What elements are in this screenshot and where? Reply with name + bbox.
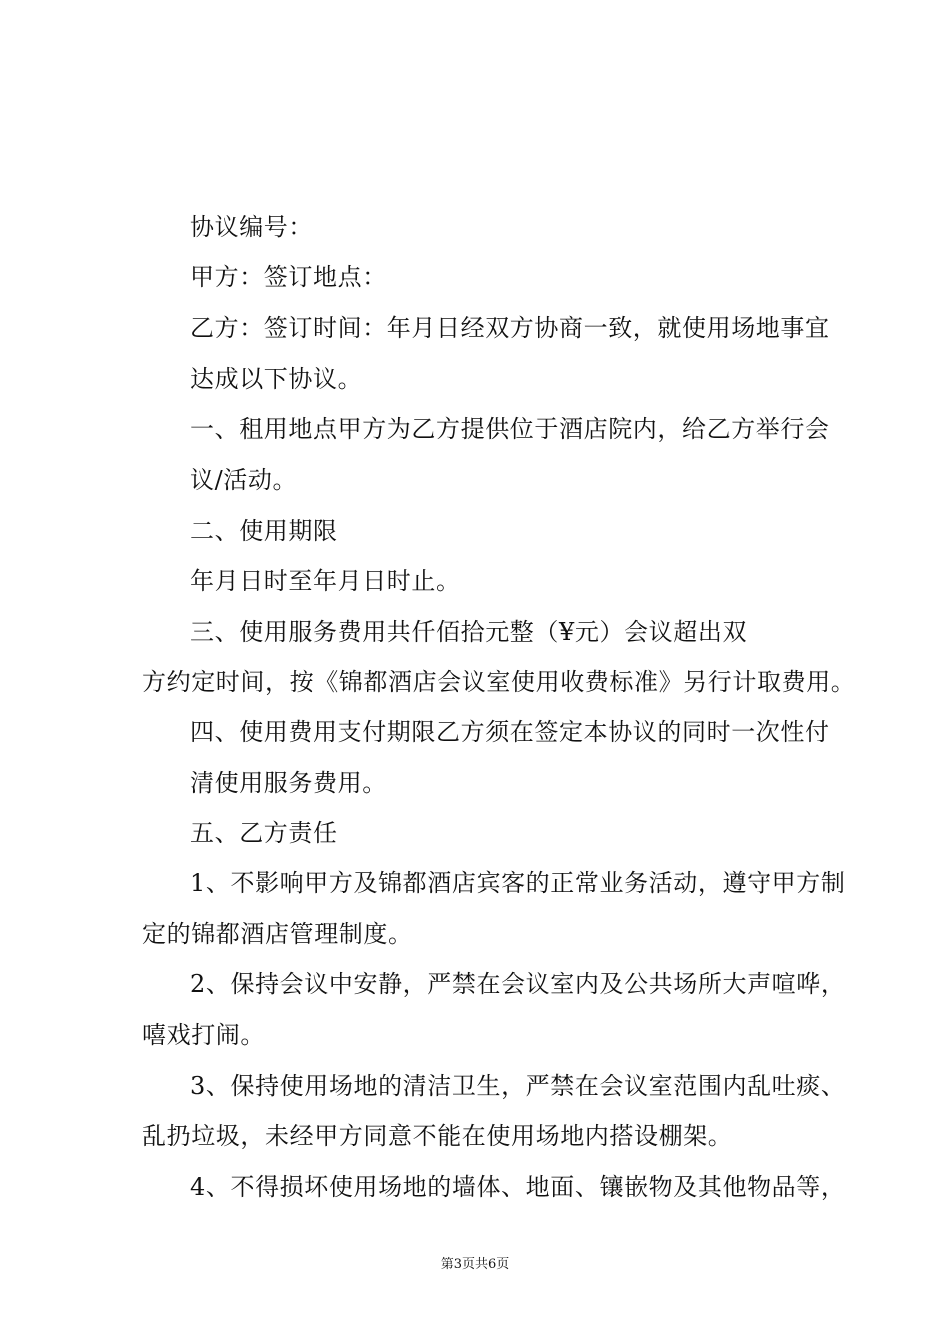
page-number-footer: 第3页共6页 (440, 1257, 510, 1272)
clause-1-line: 一、租用地点甲方为乙方提供位于酒店院内，给乙方举行会 (190, 415, 830, 443)
agreement-number-line: 协议编号： (190, 213, 313, 241)
clause-2-heading: 二、使用期限 (190, 517, 338, 545)
clause-1-continuation: 议/活动。 (190, 466, 298, 494)
item-1-continuation: 定的锦都酒店管理制度。 (142, 920, 413, 948)
item-2-continuation: 嘻戏打闹。 (142, 1021, 265, 1049)
clause-5-heading: 五、乙方责任 (190, 819, 338, 847)
item-3-line: 3、保持使用场地的清洁卫生，严禁在会议室范围内乱吐痰、 (190, 1072, 846, 1100)
item-3-continuation: 乱扔垃圾，未经甲方同意不能在使用场地内搭设棚架。 (142, 1122, 733, 1150)
clause-2-text: 年月日时至年月日时止。 (190, 567, 461, 595)
party-a-line: 甲方：签订地点： (190, 263, 387, 291)
clause-3-line: 三、使用服务费用共仟佰拾元整（¥元）会议超出双 (190, 618, 748, 646)
party-b-line: 乙方：签订时间：年月日经双方协商一致，就使用场地事宜 (190, 314, 830, 342)
agreement-intro-line: 达成以下协议。 (190, 365, 363, 393)
item-1-line: 1、不影响甲方及锦都酒店宾客的正常业务活动，遵守甲方制 (190, 869, 846, 897)
clause-4-line: 四、使用费用支付期限乙方须在签定本协议的同时一次性付 (190, 718, 830, 746)
item-2-line: 2、保持会议中安静，严禁在会议室内及公共场所大声喧哗， (190, 970, 846, 998)
item-4-line: 4、不得损坏使用场地的墙体、地面、镶嵌物及其他物品等， (190, 1173, 846, 1201)
clause-4-continuation: 清使用服务费用。 (190, 769, 387, 797)
clause-3-continuation: 方约定时间，按《锦都酒店会议室使用收费标准》另行计取费用。 (142, 668, 856, 696)
